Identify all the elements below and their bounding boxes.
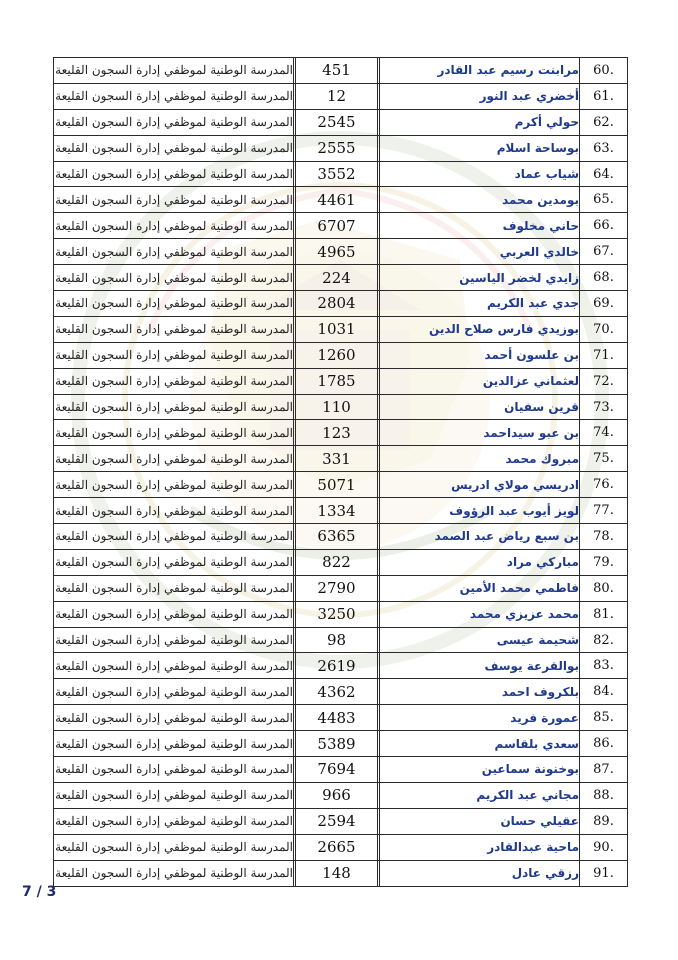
row-school: المدرسة الوطنية لموظفي إدارة السجون القليعة xyxy=(54,808,294,834)
row-rank: 451 xyxy=(296,58,378,84)
table-row xyxy=(54,420,628,446)
row-rank: 2804 xyxy=(296,291,378,317)
row-school: المدرسة الوطنية لموظفي إدارة السجون القليعة xyxy=(54,524,294,550)
row-rank: 6365 xyxy=(296,524,378,550)
results-table-body xyxy=(54,58,628,887)
row-rank: 224 xyxy=(296,265,378,291)
row-number: 76. xyxy=(580,472,628,498)
row-rank: 4461 xyxy=(296,187,378,213)
row-name: بوالقرعة يوسف xyxy=(380,653,580,679)
row-name: بوزيدي فارس صلاح الدين xyxy=(380,316,580,342)
row-school: المدرسة الوطنية لموظفي إدارة السجون القليعة xyxy=(54,860,294,886)
table-row xyxy=(54,575,628,601)
row-name: حاني مخلوف xyxy=(380,213,580,239)
row-rank: 7694 xyxy=(296,757,378,783)
page-number: 7 / 3 xyxy=(22,884,57,900)
row-number: 91. xyxy=(580,860,628,886)
row-school: المدرسة الوطنية لموظفي إدارة السجون القليعة xyxy=(54,627,294,653)
row-number: 81. xyxy=(580,601,628,627)
row-name: مبروك محمد xyxy=(380,446,580,472)
row-number: 77. xyxy=(580,498,628,524)
table-row xyxy=(54,213,628,239)
row-name: ماحية عبدالقادر xyxy=(380,834,580,860)
table-row xyxy=(54,498,628,524)
table-row xyxy=(54,291,628,317)
row-number: 89. xyxy=(580,808,628,834)
table-row xyxy=(54,653,628,679)
table-row xyxy=(54,161,628,187)
row-number: 80. xyxy=(580,575,628,601)
row-number: 71. xyxy=(580,342,628,368)
row-school: المدرسة الوطنية لموظفي إدارة السجون القليعة xyxy=(54,58,294,84)
row-name: ادريسي مولاي ادريس xyxy=(380,472,580,498)
row-name: خالدي العربي xyxy=(380,239,580,265)
table-row xyxy=(54,109,628,135)
row-school: المدرسة الوطنية لموظفي إدارة السجون القليعة xyxy=(54,757,294,783)
row-school: المدرسة الوطنية لموظفي إدارة السجون القليعة xyxy=(54,782,294,808)
row-rank: 5389 xyxy=(296,731,378,757)
row-rank: 822 xyxy=(296,549,378,575)
row-school: المدرسة الوطنية لموظفي إدارة السجون القليعة xyxy=(54,420,294,446)
table-row xyxy=(54,834,628,860)
row-school: المدرسة الوطنية لموظفي إدارة السجون القليعة xyxy=(54,834,294,860)
results-table xyxy=(53,57,628,887)
row-rank: 3552 xyxy=(296,161,378,187)
row-number: 74. xyxy=(580,420,628,446)
row-number: 73. xyxy=(580,394,628,420)
row-name: لعثماني عزالدين xyxy=(380,368,580,394)
row-number: 64. xyxy=(580,161,628,187)
row-rank: 110 xyxy=(296,394,378,420)
row-name: شحيمة عيسى xyxy=(380,627,580,653)
row-number: 86. xyxy=(580,731,628,757)
row-name: بن عبو سيداحمد xyxy=(380,420,580,446)
row-rank: 5071 xyxy=(296,472,378,498)
row-rank: 3250 xyxy=(296,601,378,627)
row-name: بومدين محمد xyxy=(380,187,580,213)
row-school: المدرسة الوطنية لموظفي إدارة السجون القليعة xyxy=(54,601,294,627)
table-row xyxy=(54,627,628,653)
table-row xyxy=(54,187,628,213)
row-rank: 1031 xyxy=(296,316,378,342)
row-number: 78. xyxy=(580,524,628,550)
row-number: 62. xyxy=(580,109,628,135)
row-rank: 2790 xyxy=(296,575,378,601)
row-name: جدي عبد الكريم xyxy=(380,291,580,317)
row-number: 68. xyxy=(580,265,628,291)
row-number: 72. xyxy=(580,368,628,394)
row-school: المدرسة الوطنية لموظفي إدارة السجون القليعة xyxy=(54,316,294,342)
row-name: حولي أكرم xyxy=(380,109,580,135)
row-name: بن سبع رياض عبد الصمد xyxy=(380,524,580,550)
row-number: 60. xyxy=(580,58,628,84)
row-name: بوساحة اسلام xyxy=(380,135,580,161)
row-number: 84. xyxy=(580,679,628,705)
table-row xyxy=(54,705,628,731)
row-name: قرين سفيان xyxy=(380,394,580,420)
table-row xyxy=(54,368,628,394)
row-name: زايدي لخضر الياسين xyxy=(380,265,580,291)
row-rank: 1785 xyxy=(296,368,378,394)
row-rank: 4483 xyxy=(296,705,378,731)
row-rank: 6707 xyxy=(296,213,378,239)
row-school: المدرسة الوطنية لموظفي إدارة السجون القليعة xyxy=(54,291,294,317)
table-row xyxy=(54,239,628,265)
table-row xyxy=(54,731,628,757)
row-number: 69. xyxy=(580,291,628,317)
row-name: بن علسون أحمد xyxy=(380,342,580,368)
row-name: مجاني عبد الكريم xyxy=(380,782,580,808)
row-school: المدرسة الوطنية لموظفي إدارة السجون القليعة xyxy=(54,239,294,265)
row-rank: 1334 xyxy=(296,498,378,524)
row-number: 88. xyxy=(580,782,628,808)
row-rank: 1260 xyxy=(296,342,378,368)
table-row xyxy=(54,83,628,109)
table-row xyxy=(54,549,628,575)
table-row xyxy=(54,446,628,472)
row-number: 61. xyxy=(580,83,628,109)
row-number: 82. xyxy=(580,627,628,653)
row-school: المدرسة الوطنية لموظفي إدارة السجون القليعة xyxy=(54,187,294,213)
row-school: المدرسة الوطنية لموظفي إدارة السجون القليعة xyxy=(54,575,294,601)
table-row xyxy=(54,394,628,420)
row-school: المدرسة الوطنية لموظفي إدارة السجون القليعة xyxy=(54,472,294,498)
table-row xyxy=(54,524,628,550)
row-name: عمورة فريد xyxy=(380,705,580,731)
row-name: بلكروف احمد xyxy=(380,679,580,705)
row-number: 87. xyxy=(580,757,628,783)
row-school: المدرسة الوطنية لموظفي إدارة السجون القليعة xyxy=(54,83,294,109)
row-name: عقيلي حسان xyxy=(380,808,580,834)
table-row xyxy=(54,58,628,84)
row-number: 67. xyxy=(580,239,628,265)
row-number: 70. xyxy=(580,316,628,342)
row-rank: 2665 xyxy=(296,834,378,860)
row-school: المدرسة الوطنية لموظفي إدارة السجون القليعة xyxy=(54,549,294,575)
row-rank: 4362 xyxy=(296,679,378,705)
row-number: 83. xyxy=(580,653,628,679)
row-name: سعدي بلقاسم xyxy=(380,731,580,757)
row-school: المدرسة الوطنية لموظفي إدارة السجون القليعة xyxy=(54,679,294,705)
row-rank: 12 xyxy=(296,83,378,109)
table-row xyxy=(54,472,628,498)
row-rank: 2619 xyxy=(296,653,378,679)
row-school: المدرسة الوطنية لموظفي إدارة السجون القليعة xyxy=(54,342,294,368)
row-number: 66. xyxy=(580,213,628,239)
row-name: مباركي مراد xyxy=(380,549,580,575)
row-school: المدرسة الوطنية لموظفي إدارة السجون القليعة xyxy=(54,653,294,679)
table-row xyxy=(54,316,628,342)
row-rank: 2545 xyxy=(296,109,378,135)
row-name: فاطمي محمد الأمين xyxy=(380,575,580,601)
row-name: لويز أيوب عبد الرؤوف xyxy=(380,498,580,524)
row-name: بوخنونة سماعين xyxy=(380,757,580,783)
row-school: المدرسة الوطنية لموظفي إدارة السجون القليعة xyxy=(54,213,294,239)
row-number: 63. xyxy=(580,135,628,161)
row-rank: 2594 xyxy=(296,808,378,834)
row-school: المدرسة الوطنية لموظفي إدارة السجون القليعة xyxy=(54,135,294,161)
row-rank: 4965 xyxy=(296,239,378,265)
row-rank: 331 xyxy=(296,446,378,472)
row-name: أخضري عبد النور xyxy=(380,83,580,109)
table-row xyxy=(54,782,628,808)
row-rank: 98 xyxy=(296,627,378,653)
row-school: المدرسة الوطنية لموظفي إدارة السجون القليعة xyxy=(54,705,294,731)
table-row xyxy=(54,757,628,783)
table-row xyxy=(54,135,628,161)
row-number: 90. xyxy=(580,834,628,860)
row-name: رزقي عادل xyxy=(380,860,580,886)
row-school: المدرسة الوطنية لموظفي إدارة السجون القليعة xyxy=(54,368,294,394)
row-rank: 148 xyxy=(296,860,378,886)
row-number: 85. xyxy=(580,705,628,731)
table-row xyxy=(54,860,628,886)
row-school: المدرسة الوطنية لموظفي إدارة السجون القليعة xyxy=(54,265,294,291)
table-row xyxy=(54,601,628,627)
table-row xyxy=(54,808,628,834)
row-school: المدرسة الوطنية لموظفي إدارة السجون القليعة xyxy=(54,394,294,420)
table-row xyxy=(54,265,628,291)
table-row xyxy=(54,342,628,368)
row-rank: 966 xyxy=(296,782,378,808)
row-school: المدرسة الوطنية لموظفي إدارة السجون القليعة xyxy=(54,109,294,135)
row-number: 75. xyxy=(580,446,628,472)
row-number: 65. xyxy=(580,187,628,213)
row-school: المدرسة الوطنية لموظفي إدارة السجون القليعة xyxy=(54,731,294,757)
row-rank: 2555 xyxy=(296,135,378,161)
row-school: المدرسة الوطنية لموظفي إدارة السجون القليعة xyxy=(54,498,294,524)
row-rank: 123 xyxy=(296,420,378,446)
table-row xyxy=(54,679,628,705)
row-number: 79. xyxy=(580,549,628,575)
row-name: مرابنت رسيم عبد القادر xyxy=(380,58,580,84)
row-name: شياب عماد xyxy=(380,161,580,187)
row-name: محمد عزيزي محمد xyxy=(380,601,580,627)
row-school: المدرسة الوطنية لموظفي إدارة السجون القليعة xyxy=(54,161,294,187)
row-school: المدرسة الوطنية لموظفي إدارة السجون القليعة xyxy=(54,446,294,472)
